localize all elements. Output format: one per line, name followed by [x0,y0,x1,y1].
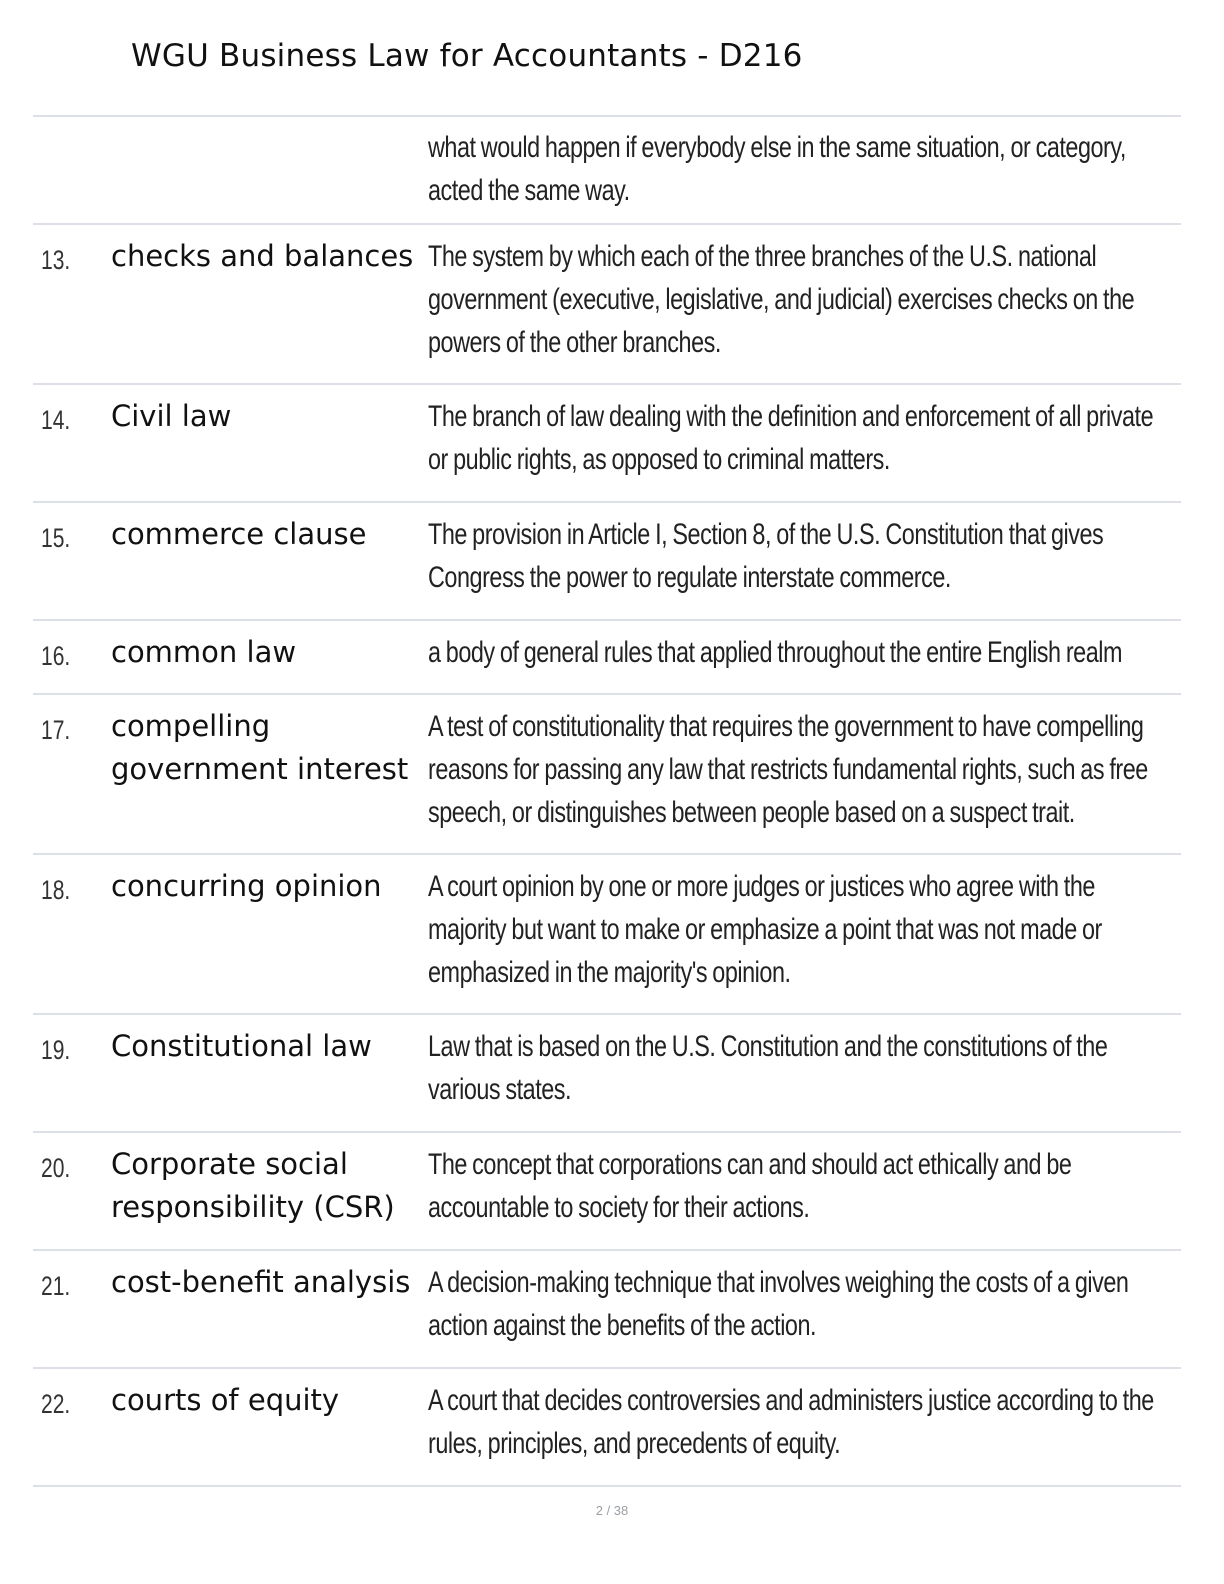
card-number: 18. [41,875,71,905]
card-definition [428,1379,1178,1465]
card-definition-text: a body of general rules that applied throughout the entire English realm [428,636,1123,669]
flashcard-row [33,1251,1181,1369]
card-definition-text: The branch of law dealing with the definition and enforcement of all private or public rights, as opposed to criminal matters. [428,400,1154,476]
card-definition [428,1143,1178,1229]
card-number: 15. [41,523,71,553]
flashcard-row [33,116,1181,225]
card-definition [428,235,1178,364]
card-term: compelling government interest [111,709,409,786]
card-definition [428,1025,1178,1111]
flashcard-row [33,385,1181,503]
card-number: 20. [41,1153,71,1183]
flashcard-row [33,855,1181,1015]
card-definition-text: what would happen if everybody else in the same situation, or category, acted the same way. [428,131,1126,207]
flashcard-row [33,225,1181,385]
card-definition [428,631,1178,674]
card-definition [428,126,1178,212]
card-number: 17. [41,715,71,745]
card-term: checks and balances [111,239,414,273]
card-definition [428,513,1178,599]
card-number: 22. [41,1389,71,1419]
card-term: Constitutional law [111,1029,372,1063]
flashcard-row [33,503,1181,621]
card-definition-text: The concept that corporations can and should act ethically and be accountable to society for their actions. [428,1148,1072,1224]
flashcard-row [33,695,1181,855]
card-definition-text: The system by which each of the three branches of the U.S. national government (executive, legislative, and judicial) exercises checks on the powers of the other branches. [428,240,1135,359]
page-title: WGU Business Law for Accountants - D216 [131,38,803,74]
card-definition [428,865,1178,994]
card-number: 21. [41,1271,71,1301]
card-definition [428,1261,1178,1347]
card-definition [428,395,1178,481]
card-term: cost-benefit analysis [111,1265,411,1299]
flashcard-list [33,116,1181,1487]
page-indicator: 2 / 38 [595,1503,629,1518]
card-term: Civil law [111,399,232,433]
card-definition [428,705,1178,834]
card-definition-text: A test of constitutionality that requires the government to have compelling reasons for passing any law that restricts fundamental rights, such as free speech, or distinguishes between people based on a suspect trait. [428,710,1148,829]
card-number: 13. [41,245,71,275]
card-term: common law [111,635,297,669]
flashcard-row [33,1369,1181,1487]
card-term: Corporate social responsibility (CSR) [111,1147,395,1224]
card-definition-text: A decision-making technique that involves weighing the costs of a given action against the benefits of the action. [428,1266,1129,1342]
card-definition-text: A court that decides controversies and administers justice according to the rules, principles, and precedents of equity. [428,1384,1154,1460]
card-definition-text: A court opinion by one or more judges or justices who agree with the majority but want to make or emphasize a point that was not made or emphasized in the majority's opinion. [428,870,1102,989]
card-number: 14. [41,405,71,435]
card-definition-text: The provision in Article I, Section 8, of the U.S. Constitution that gives Congress the power to regulate interstate commerce. [428,518,1104,594]
card-term: courts of equity [111,1383,340,1417]
flashcard-row [33,621,1181,695]
card-definition-text: Law that is based on the U.S. Constitution and the constitutions of the various states. [428,1030,1108,1106]
card-number: 19. [41,1035,71,1065]
card-term: commerce clause [111,517,367,551]
card-term: concurring opinion [111,869,382,903]
flashcard-row [33,1015,1181,1133]
card-number: 16. [41,641,71,671]
flashcard-row [33,1133,1181,1251]
